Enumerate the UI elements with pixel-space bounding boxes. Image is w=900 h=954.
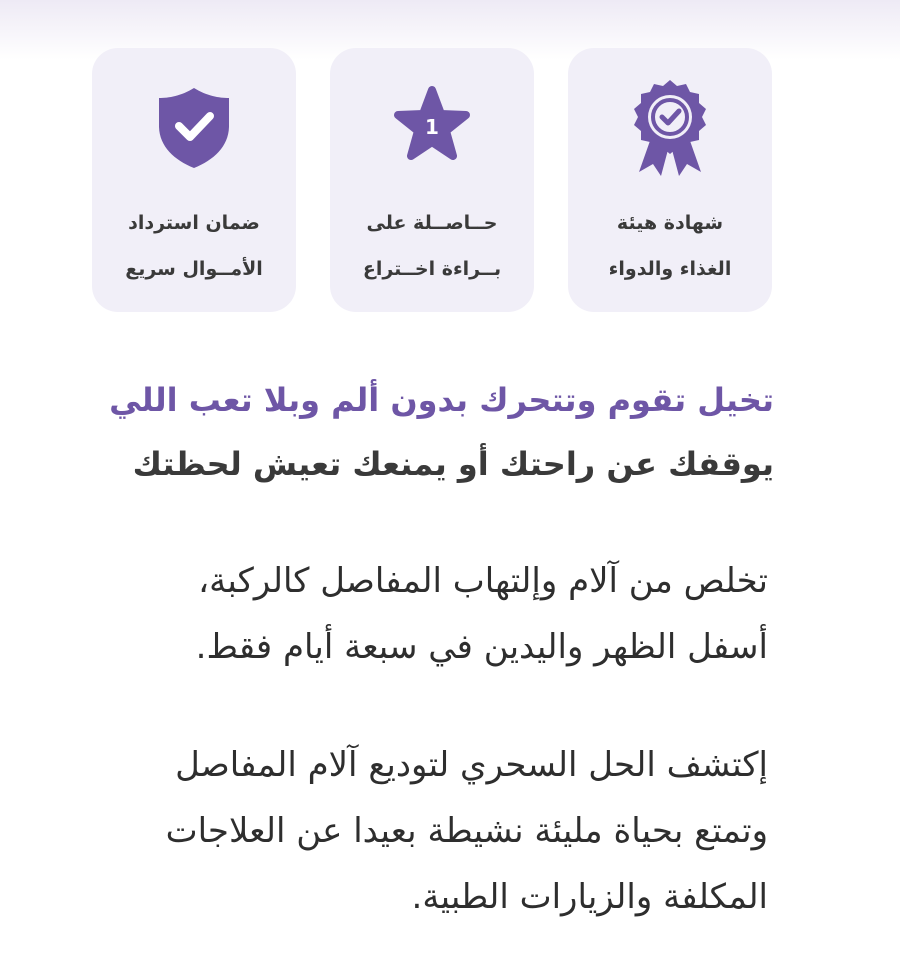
paragraph-line: وتمتع بحياة مليئة نشيطة بعيدا عن العلاجات — [165, 811, 768, 851]
badge-patent — [330, 48, 534, 312]
star-number-icon — [387, 76, 477, 176]
badge-fda-certificate — [568, 48, 772, 312]
badge-label-line2: الأمــوال سريع — [125, 258, 263, 280]
trust-badges — [92, 48, 772, 312]
paragraph-line: أسفل الظهر واليدين في سبعة أيام فقط. — [195, 627, 768, 667]
badge-label — [568, 200, 772, 292]
badge-label — [92, 200, 296, 292]
badge-label-line2: بــراءة اخــتراع — [362, 258, 502, 280]
discover-paragraph — [68, 732, 768, 930]
headline — [74, 368, 774, 496]
paragraph-line: إكتشف الحل السحري لتوديع آلام المفاصل — [175, 745, 768, 785]
benefit-paragraph — [68, 548, 768, 680]
badge-label — [330, 200, 534, 292]
award-ribbon-icon — [625, 76, 715, 176]
paragraph-line: المكلفة والزيارات الطبية. — [411, 877, 768, 917]
badge-label-line1: حــاصــلة على — [366, 212, 498, 234]
badge-label-line2: الغذاء والدواء — [608, 258, 732, 280]
badge-label-line1: شهادة هيئة — [616, 212, 724, 234]
paragraph-line: تخلص من آلام وإلتهاب المفاصل كالركبة، — [198, 561, 768, 601]
headline-line1: تخيل تقوم وتتحرك بدون ألم وبلا تعب اللي — [109, 381, 774, 419]
headline-line2: يوقفك عن راحتك أو يمنعك تعيش لحظتك — [132, 445, 774, 483]
star-number-text: 1 — [425, 115, 439, 139]
badge-refund-guarantee — [92, 48, 296, 312]
shield-check-icon — [149, 76, 239, 176]
badge-label-line1: ضمان استرداد — [128, 212, 260, 234]
